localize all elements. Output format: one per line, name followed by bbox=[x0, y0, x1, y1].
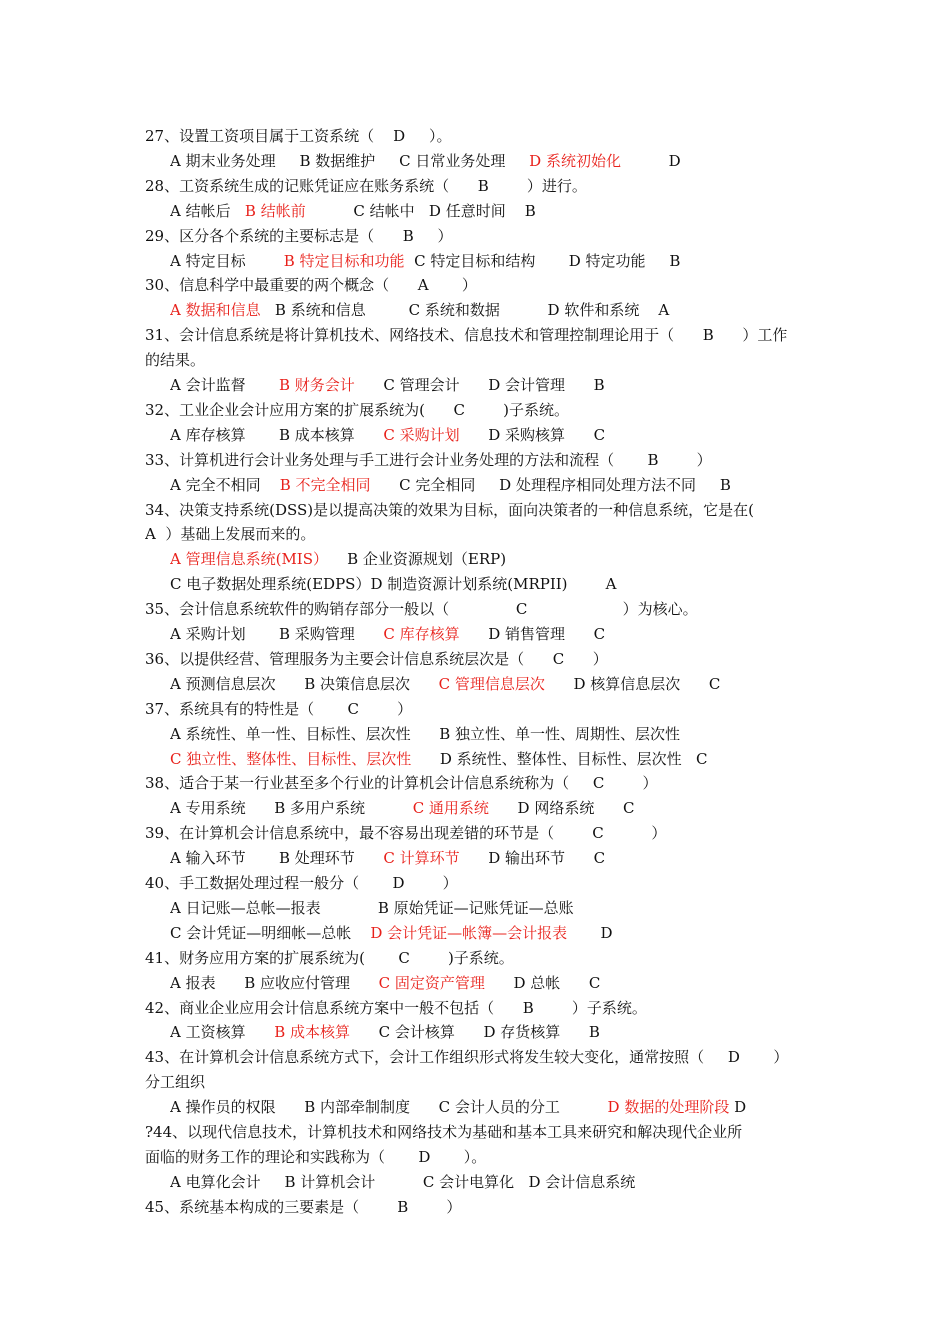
line-text: A 库存核算 B 成本核算 bbox=[170, 425, 384, 444]
line-text: A 输入环节 B 处理环节 bbox=[170, 849, 384, 868]
highlighted-answer: A 管理信息系统(MIS） bbox=[170, 550, 329, 569]
answer-options-line bbox=[170, 373, 810, 397]
line-text: A 工资核算 bbox=[170, 1023, 275, 1042]
question-line bbox=[145, 448, 810, 472]
line-text: C 结帐中 D 任意时间 B bbox=[305, 201, 536, 220]
question-line bbox=[145, 1145, 810, 1169]
answer-options-line bbox=[170, 622, 810, 646]
question-line bbox=[145, 273, 810, 297]
line-text: A 操作员的权限 B 内部牵制制度 C 会计人员的分工 bbox=[170, 1098, 608, 1117]
line-text: A 完全不相同 bbox=[170, 475, 280, 494]
line-text: 43、在计算机会计信息系统方式下，会计工作组织形式将发生较大变化，通常按照（ D ） bbox=[145, 1048, 789, 1067]
answer-options-line bbox=[170, 1095, 810, 1119]
highlighted-answer: C 通用系统 bbox=[412, 799, 489, 818]
line-text: C 会计凭证—明细帐—总帐 bbox=[170, 923, 371, 942]
question-line bbox=[145, 597, 810, 621]
line-text: A ）基础上发展而来的。 bbox=[145, 525, 316, 544]
line-text: 28、工资系统生成的记账凭证应在账务系统（ B ）进行。 bbox=[145, 176, 587, 195]
line-text: ?44、以现代信息技术，计算机技术和网络技术为基础和基本工具来研究和解决现代企业所 bbox=[145, 1123, 743, 1141]
question-line bbox=[145, 1045, 810, 1069]
line-text: A 系统性、单一性、目标性、层次性 B 独立性、单一性、周期性、层次性 bbox=[170, 724, 681, 743]
highlighted-answer: C 库存核算 bbox=[383, 625, 460, 643]
line-text: 31、会计信息系统是将计算机技术、网络技术、信息技术和管理控制理论用于（ B ）工作 bbox=[145, 326, 788, 345]
line-text: 39、在计算机会计信息系统中，最不容易出现差错的环节是（ C ） bbox=[145, 824, 667, 843]
line-text: 40、手工数据处理过程一般分（ D ） bbox=[145, 874, 458, 892]
question-line bbox=[145, 946, 810, 970]
line-text: A 采购计划 B 采购管理 bbox=[170, 625, 384, 643]
highlighted-answer: B 不完全相同 bbox=[279, 475, 371, 494]
answer-options-line bbox=[170, 796, 810, 820]
question-line bbox=[145, 224, 810, 248]
line-text: D bbox=[620, 151, 681, 170]
highlighted-answer: C 固定资产管理 bbox=[378, 973, 485, 992]
line-text: 36、以提供经营、管理服务为主要会计信息系统层次是（ C ） bbox=[145, 649, 608, 668]
answer-options-line bbox=[170, 1020, 810, 1044]
line-text: D bbox=[729, 1098, 747, 1117]
line-text: D 采购核算 C bbox=[459, 425, 606, 444]
line-text: 32、工业企业会计应用方案的扩展系统为( C )子系统。 bbox=[145, 400, 570, 419]
question-line bbox=[145, 1195, 810, 1219]
answer-options-line bbox=[170, 572, 810, 596]
line-text: A 特定目标 bbox=[170, 251, 284, 270]
question-line bbox=[145, 871, 810, 895]
highlighted-answer: A 数据和信息 bbox=[170, 301, 261, 320]
question-line bbox=[145, 697, 810, 721]
answer-options-line bbox=[170, 547, 810, 571]
question-line bbox=[145, 323, 810, 347]
line-text: 面临的财务工作的理论和实践称为（ D ）。 bbox=[145, 1147, 487, 1166]
question-line bbox=[145, 1070, 810, 1094]
line-text: D 系统性、整体性、目标性、层次性 C bbox=[411, 749, 708, 768]
line-text: 33、计算机进行会计业务处理与手工进行会计业务处理的方法和流程（ B ） bbox=[145, 450, 712, 469]
question-line bbox=[145, 821, 810, 845]
line-text: A 结帐后 bbox=[170, 201, 245, 220]
highlighted-answer: B 结帐前 bbox=[244, 201, 306, 220]
answer-options-line bbox=[170, 846, 810, 870]
answer-options-line bbox=[170, 672, 810, 696]
answer-options-line bbox=[170, 722, 810, 746]
line-text: A 日记账—总帐—报表 B 原始凭证—记账凭证—总账 bbox=[170, 898, 574, 917]
question-line bbox=[145, 996, 810, 1020]
line-text: A 会计监督 bbox=[170, 376, 279, 394]
line-text: 34、决策支持系统(DSS)是以提高决策的效果为目标，面向决策者的一种信息系统，它是在( bbox=[145, 500, 754, 519]
line-text: 30、信息科学中最重要的两个概念（ A ） bbox=[145, 276, 477, 295]
line-text: D 总帐 C bbox=[484, 973, 601, 992]
line-text: B 系统和信息 C 系统和数据 D 软件和系统 A bbox=[260, 301, 670, 320]
line-text: D 网络系统 C bbox=[488, 799, 635, 818]
line-text: 37、系统具有的特性是（ C ） bbox=[145, 699, 413, 718]
line-text: C 电子数据处理系统(EDPS）D 制造资源计划系统(MRPII) A bbox=[170, 575, 617, 594]
line-text: A 预测信息层次 B 决策信息层次 bbox=[170, 674, 439, 693]
highlighted-answer: D 会计凭证—帐簿—会计报表 bbox=[370, 923, 568, 942]
question-line bbox=[145, 398, 810, 422]
answer-options-line bbox=[170, 473, 810, 497]
line-text: 分工组织 bbox=[145, 1073, 206, 1092]
line-text: 的结果。 bbox=[145, 351, 206, 370]
highlighted-answer: B 财务会计 bbox=[278, 376, 355, 394]
question-line bbox=[145, 348, 810, 372]
answer-options-line bbox=[170, 747, 810, 771]
line-text: D bbox=[567, 923, 613, 942]
highlighted-answer: D 数据的处理阶段 bbox=[607, 1098, 730, 1117]
answer-options-line bbox=[170, 149, 810, 173]
question-line bbox=[145, 124, 810, 148]
answer-options-line bbox=[170, 921, 810, 945]
line-text: 41、财务应用方案的扩展系统为( C )子系统。 bbox=[145, 948, 514, 967]
question-line bbox=[145, 498, 810, 522]
highlighted-answer: C 计算环节 bbox=[383, 849, 460, 868]
line-text: 42、商业企业应用会计信息系统方案中一般不包括（ B ）子系统。 bbox=[145, 998, 647, 1017]
highlighted-answer: D 系统初始化 bbox=[529, 151, 621, 170]
highlighted-answer: C 采购计划 bbox=[383, 425, 460, 444]
line-text: C 管理会计 D 会计管理 B bbox=[354, 376, 605, 394]
line-text: B 企业资源规划（ERP) bbox=[328, 550, 507, 569]
answer-options-line bbox=[170, 199, 810, 223]
question-line bbox=[145, 522, 810, 546]
answer-options-line bbox=[170, 1170, 810, 1194]
answer-options-line bbox=[170, 298, 810, 322]
line-text: A 电算化会计 B 计算机会计 C 会计电算化 D 会计信息系统 bbox=[170, 1172, 636, 1191]
highlighted-answer: B 成本核算 bbox=[274, 1023, 351, 1042]
line-text: D 核算信息层次 C bbox=[544, 674, 721, 693]
answer-options-line bbox=[170, 249, 810, 273]
question-line bbox=[145, 771, 810, 795]
line-text: 45、系统基本构成的三要素是（ B ） bbox=[145, 1197, 462, 1216]
line-text: 38、适合于某一行业甚至多个行业的计算机会计信息系统称为（ C ） bbox=[145, 774, 658, 793]
line-text: A 期末业务处理 B 数据维护 C 日常业务处理 bbox=[170, 151, 530, 170]
line-text: C 会计核算 D 存货核算 B bbox=[350, 1023, 600, 1042]
line-text: 35、会计信息系统软件的购销存部分一般以（ C ）为核心。 bbox=[145, 600, 698, 619]
line-text: 27、设置工资项目属于工资系统（ D ）。 bbox=[145, 127, 452, 145]
highlighted-answer: C 管理信息层次 bbox=[438, 674, 545, 693]
answer-options-line bbox=[170, 423, 810, 447]
line-text: D 销售管理 C bbox=[459, 625, 606, 643]
question-line bbox=[145, 1120, 810, 1144]
line-text: D 输出环节 C bbox=[459, 849, 606, 868]
line-text: C 特定目标和结构 D 特定功能 B bbox=[404, 251, 681, 270]
highlighted-answer: B 特定目标和功能 bbox=[283, 251, 405, 270]
line-text: C 完全相同 D 处理程序相同处理方法不同 B bbox=[370, 475, 731, 494]
highlighted-answer: C 独立性、整体性、目标性、层次性 bbox=[170, 749, 412, 768]
answer-options-line bbox=[170, 896, 810, 920]
question-line bbox=[145, 174, 810, 198]
answer-options-line bbox=[170, 971, 810, 995]
line-text: 29、区分各个系统的主要标志是（ B ） bbox=[145, 226, 453, 245]
line-text: A 专用系统 B 多用户系统 bbox=[170, 799, 413, 818]
line-text: A 报表 B 应收应付管理 bbox=[170, 973, 379, 992]
question-line bbox=[145, 647, 810, 671]
